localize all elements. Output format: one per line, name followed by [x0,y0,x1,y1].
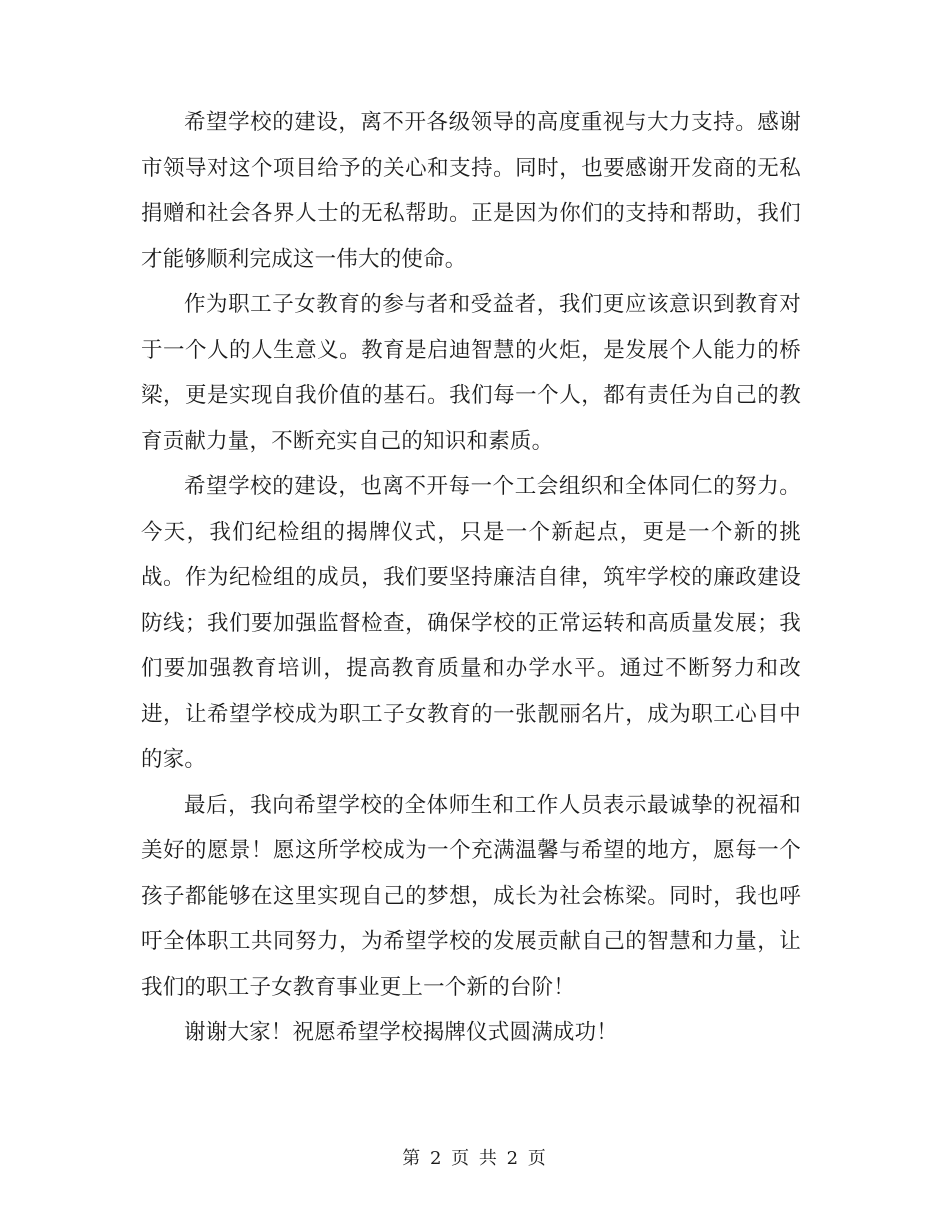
paragraph: 最后，我向希望学校的全体师生和工作人员表示最诚挚的祝福和美好的愿景！愿这所学校成为一个充满温馨与希望的地方，愿每一个孩子都能够在这里实现自己的梦想，成长为社会栋梁。同时，我也呼吁全体职工共同努力，为希望学校的发展贡献自己的智慧和力量，让我们的职工子女教育事业更上一个新的台阶！ [141,792,801,1000]
page-footer: 第 2 页 共 2 页 [402,1148,548,1169]
paragraph: 希望学校的建设，也离不开每一个工会组织和全体同仁的努力。今天，我们纪检组的揭牌仪式，只是一个新起点，更是一个新的挑战。作为纪检组的成员，我们要坚持廉洁自律，筑牢学校的廉政建设防线；我们要加强监督检查，确保学校的正常运转和高质量发展；我们要加强教育培训，提高教育质量和办学水平。通过不断努力和改进，让希望学校成为职工子女教育的一张靓丽名片，成为职工心目中的家。 [141,474,801,772]
paragraph: 谢谢大家！祝愿希望学校揭牌仪式圆满成功！ [184,1020,619,1045]
paragraph: 希望学校的建设，离不开各级领导的高度重视与大力支持。感谢市领导对这个项目给予的关心和支持。同时，也要感谢开发商的无私捐赠和社会各界人士的无私帮助。正是因为你们的支持和帮助，我们才能够顺利完成这一伟大的使命。 [141,110,801,272]
paragraph: 作为职工子女教育的参与者和受益者，我们更应该意识到教育对于一个人的人生意义。教育是启迪智慧的火炬，是发展个人能力的桥梁，更是实现自我价值的基石。我们每一个人，都有责任为自己的教育贡献力量，不断充实自己的知识和素质。 [141,292,801,454]
body-text [141,100,801,1056]
